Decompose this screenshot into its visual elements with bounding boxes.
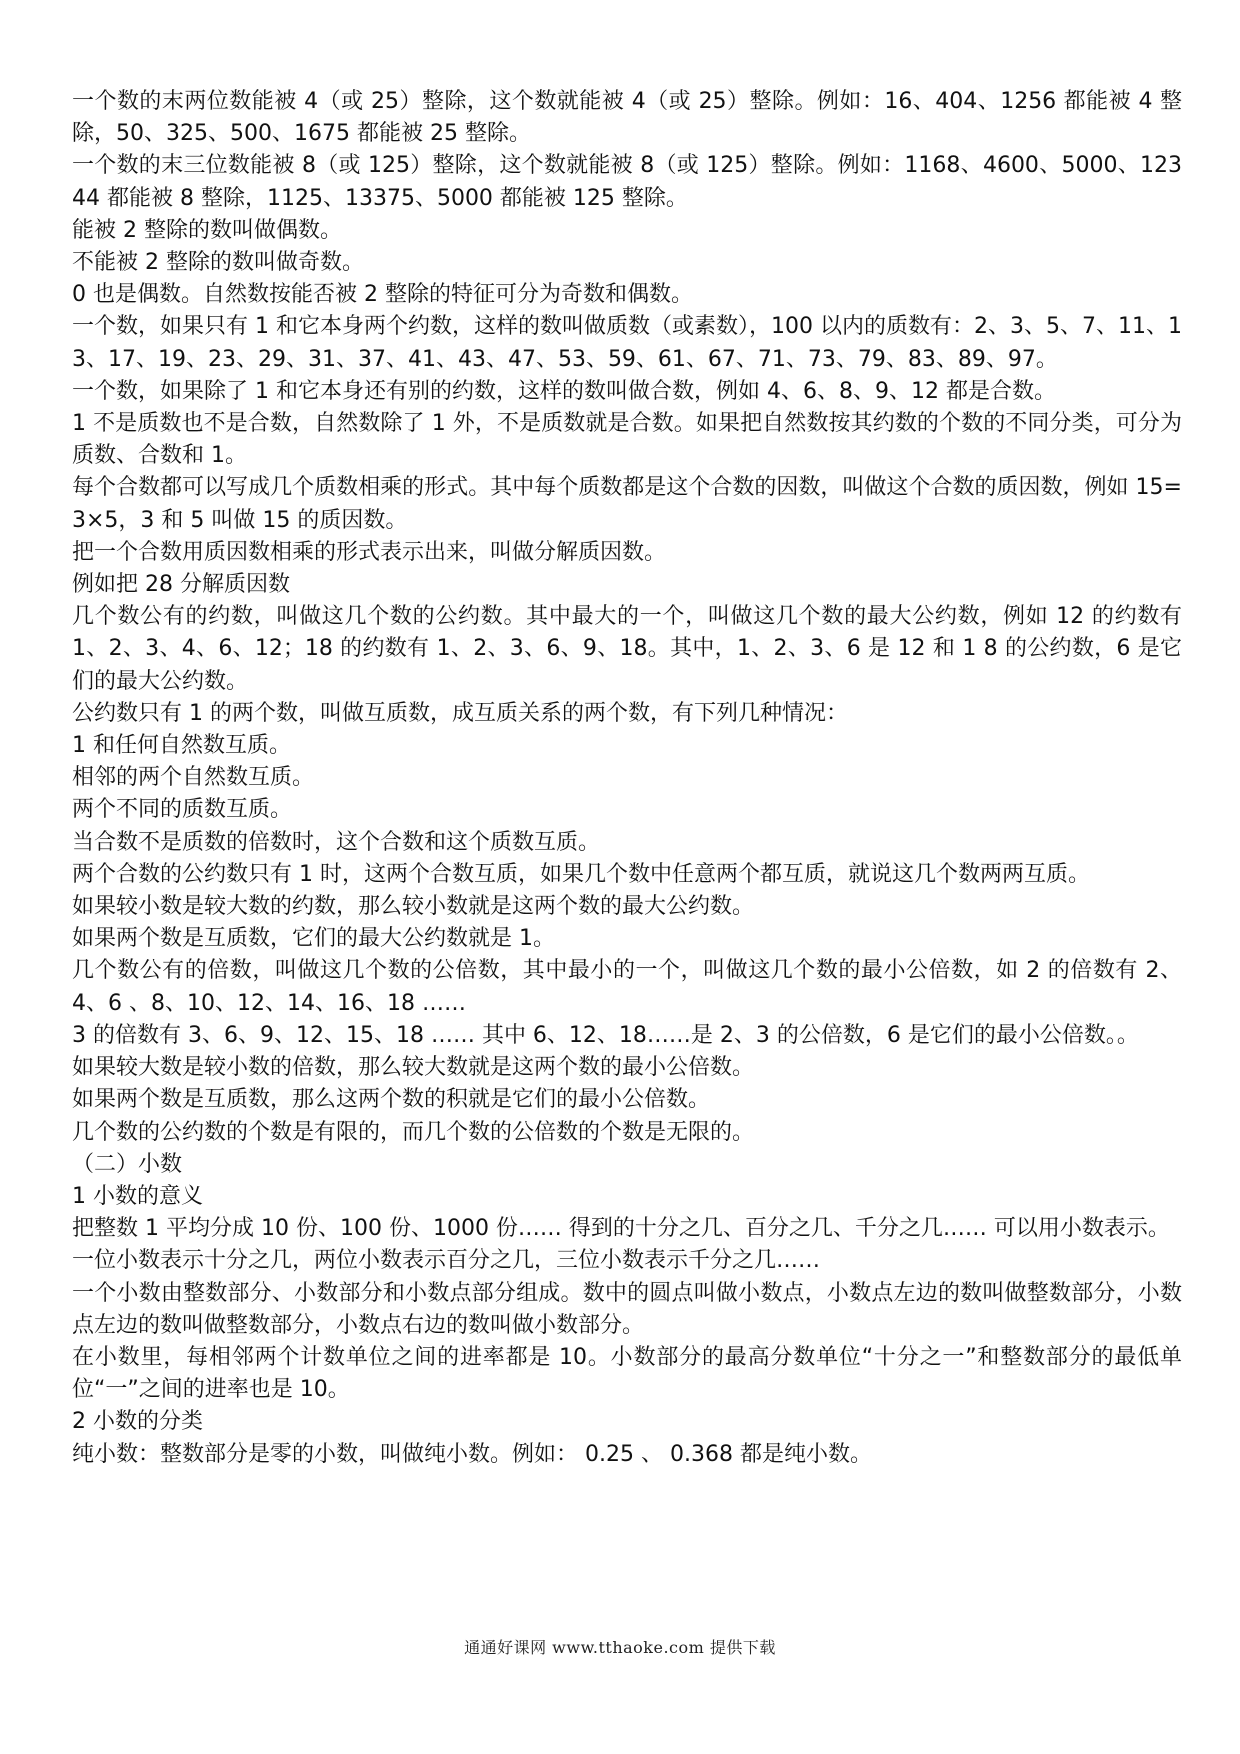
- paragraph: 纯小数：整数部分是零的小数，叫做纯小数。例如： 0.25 、 0.368 都是纯小数。: [72, 1441, 872, 1467]
- paragraph: 一个数的末两位数能被 4（或 25）整除，这个数就能被 4（或 25）整除。例如：16、404、1256 都能被 4 整除，50、325、500、1675 都能被 25 整除。: [72, 89, 1182, 147]
- document-body: [72, 86, 1182, 1471]
- paragraph: 如果两个数是互质数，它们的最大公约数就是 1。: [72, 926, 555, 952]
- paragraph: 能被 2 整除的数叫做偶数。: [72, 217, 342, 243]
- subsection-heading: 2 小数的分类: [72, 1409, 203, 1435]
- page-footer: 通通好课网 www.tthaoke.com 提供下载: [464, 1638, 776, 1657]
- paragraph: 把整数 1 平均分成 10 份、100 份、1000 份…… 得到的十分之几、百分之几、千分之几…… 可以用小数表示。: [72, 1216, 1170, 1242]
- paragraph: 几个数公有的倍数，叫做这几个数的公倍数，其中最小的一个，叫做这几个数的最小公倍数，如 2 的倍数有 2、4、6 、8、10、12、14、16、18 ……: [72, 958, 1182, 1016]
- paragraph: 在小数里，每相邻两个计数单位之间的进率都是 10。小数部分的最高分数单位“十分之一”和整数部分的最低单位“一”之间的进率也是 10。: [72, 1344, 1182, 1403]
- paragraph: 如果较小数是较大数的约数，那么较小数就是这两个数的最大公约数。: [72, 894, 755, 920]
- paragraph: 一个小数由整数部分、小数部分和小数点部分组成。数中的圆点叫做小数点，小数点左边的数叫做整数部分，小数点左边的数叫做整数部分，小数点右边的数叫做小数部分。: [72, 1280, 1182, 1338]
- paragraph: 一个数，如果除了 1 和它本身还有别的约数，这样的数叫做合数，例如 4、6、8、9、12 都是合数。: [72, 378, 1056, 404]
- paragraph: 1 不是质数也不是合数，自然数除了 1 外，不是质数就是合数。如果把自然数按其约数的个数的不同分类，可分为质数、合数和 1。: [72, 411, 1182, 469]
- paragraph: 如果较大数是较小数的倍数，那么较大数就是这两个数的最小公倍数。: [72, 1055, 755, 1081]
- paragraph: 把一个合数用质因数相乘的形式表示出来，叫做分解质因数。: [72, 539, 667, 565]
- paragraph: 相邻的两个自然数互质。: [72, 765, 315, 791]
- paragraph: 一位小数表示十分之几，两位小数表示百分之几，三位小数表示千分之几……: [72, 1248, 821, 1274]
- paragraph: 两个不同的质数互质。: [72, 797, 293, 823]
- paragraph: 几个数的公约数的个数是有限的，而几个数的公倍数的个数是无限的。: [72, 1119, 755, 1145]
- section-heading: （二）小数: [72, 1151, 183, 1177]
- paragraph: 1 和任何自然数互质。: [72, 733, 291, 759]
- paragraph: 每个合数都可以写成几个质数相乘的形式。其中每个质数都是这个合数的因数，叫做这个合数的质因数，例如 15=3×5，3 和 5 叫做 15 的质因数。: [72, 475, 1182, 533]
- paragraph: 0 也是偶数。自然数按能否被 2 整除的特征可分为奇数和偶数。: [72, 282, 693, 308]
- paragraph: 两个合数的公约数只有 1 时，这两个合数互质，如果几个数中任意两个都互质，就说这几个数两两互质。: [72, 861, 1090, 887]
- paragraph: 例如把 28 分解质因数: [72, 572, 290, 598]
- paragraph: 一个数，如果只有 1 和它本身两个约数，这样的数叫做质数（或素数），100 以内的质数有：2、3、5、7、11、13、17、19、23、29、31、37、41、43、47、53、59、61、67、71、73、79、83、89、97。: [72, 314, 1182, 372]
- paragraph: 几个数公有的约数，叫做这几个数的公约数。其中最大的一个，叫做这几个数的最大公约数，例如 12 的约数有 1、2、3、4、6、12；18 的约数有 1、2、3、6、9、18。其中，1、2、3、6 是 12 和 1 8 的公约数，6 是它们的最大公约数。: [72, 604, 1182, 694]
- paragraph: 一个数的末三位数能被 8（或 125）整除，这个数就能被 8（或 125）整除。例如：1168、4600、5000、12344 都能被 8 整除，1125、13375、5000 都能被 125 整除。: [72, 153, 1182, 211]
- paragraph: 3 的倍数有 3、6、9、12、15、18 …… 其中 6、12、18……是 2、3 的公倍数，6 是它们的最小公倍数。。: [72, 1022, 1139, 1048]
- paragraph: 如果两个数是互质数，那么这两个数的积就是它们的最小公倍数。: [72, 1087, 711, 1113]
- subsection-heading: 1 小数的意义: [72, 1183, 203, 1209]
- paragraph: 不能被 2 整除的数叫做奇数。: [72, 250, 364, 276]
- paragraph: 当合数不是质数的倍数时，这个合数和这个质数互质。: [72, 829, 601, 855]
- paragraph: 公约数只有 1 的两个数，叫做互质数，成互质关系的两个数，有下列几种情况：: [72, 700, 848, 726]
